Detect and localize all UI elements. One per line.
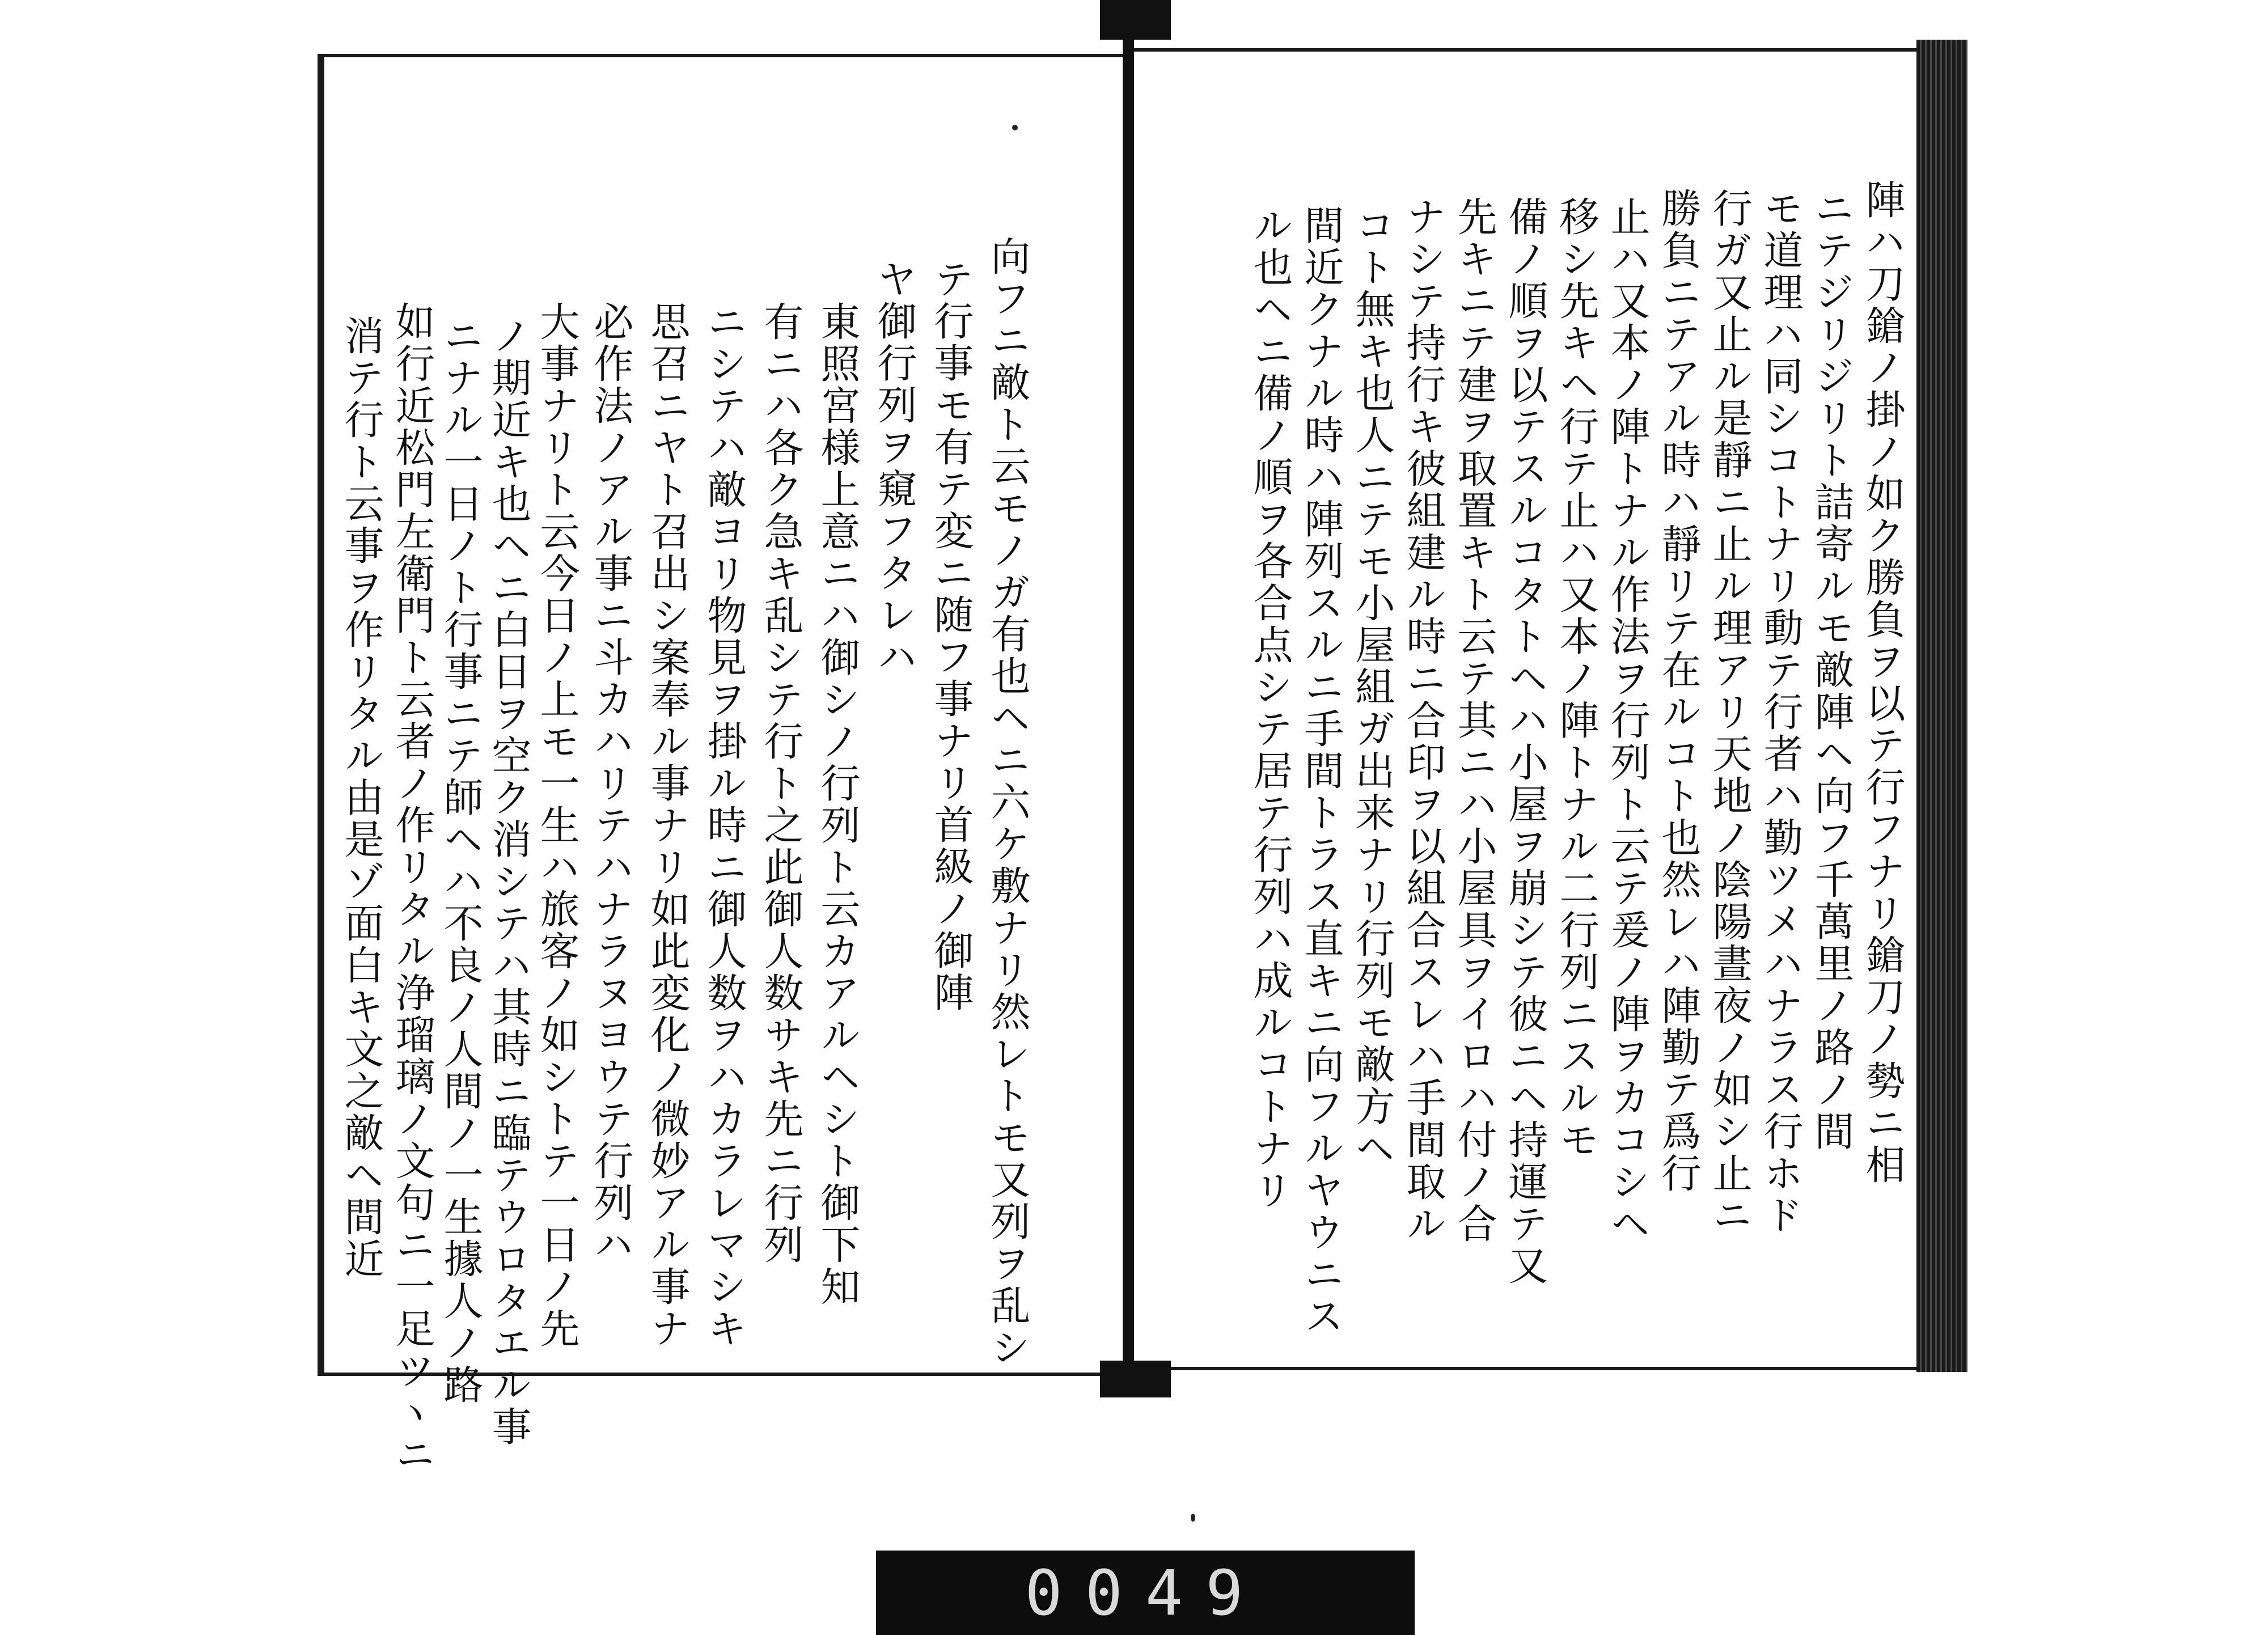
text-column: ヤ御行列ヲ窺フタレハ: [871, 259, 917, 678]
text-column: 先キニテ建ヲ取置キト云テ其ニハ小屋具ヲイロハ付ノ合: [1451, 196, 1497, 1245]
text-column: モ道理ハ同シコトナリ動テ行者ハ勤ツメハナラス行ホド: [1757, 188, 1804, 1236]
text-column: 向フニ敵ト云モノガ有也ヘニ六ケ敷ナリ然レトモ又列ヲ乱シ: [984, 236, 1031, 1369]
text-column: 止ハ又本ノ陣トナル作法ヲ行列ト云テ爰ノ陣ヲカコシヘ: [1604, 196, 1651, 1245]
text-column: 東照宮様上意ニハ御シノ行列ト云カアルヘシト御下知: [814, 301, 861, 1308]
text-column: ニナル一日ノト行事ニテ師ヘハ不良ノ人間ノ一生據人ノ路: [437, 315, 484, 1406]
scan-speck: [1012, 125, 1018, 130]
text-column: 陣ハ刀鎗ノ掛ノ如ク勝負ヲ以テ行フナリ鎗刀ノ勢ニ相: [1859, 179, 1906, 1186]
scan-speck: [1191, 1514, 1195, 1522]
text-column: ル也ヘニ備ノ順ヲ各合点シテ居テ行列ハ成ルコトナリ: [1247, 205, 1293, 1212]
text-column: コト無キ也人ニテモ小屋組ガ出来ナリ行列モ敵方ヘ: [1349, 205, 1395, 1170]
scan-registration-mark-bottom: [1100, 1361, 1171, 1397]
text-column: 消テ行ト云事ヲ作リタル由是ゾ面白キ文之敵ヘ間近: [338, 315, 384, 1280]
text-column: 行ガ又止ル是靜ニ止ル理アリ天地ノ陰陽晝夜ノ如シ止ニ: [1706, 188, 1753, 1236]
text-column: ニテジリジリト詰寄ルモ敵陣ヘ向フ千萬里ノ路ノ間: [1808, 188, 1855, 1153]
page-edges: [1916, 40, 1967, 1372]
text-column: 間近クナル時ハ陣列スルニ手間トラス直キニ向フルヤウニス: [1298, 205, 1344, 1337]
text-column: 備ノ順ヲ以テスルコタトヘハ小屋ヲ崩シテ彼ニヘ持運テ又: [1502, 196, 1548, 1287]
right-page: [1134, 48, 1916, 1370]
text-column: ニシテハ敵ヨリ物見ヲ掛ル時ニ御人数ヲハカラレマシキ: [701, 301, 747, 1350]
text-column: 移シ先キヘ行テ止ハ又本ノ陣トナル二行列ニスルモ: [1553, 196, 1600, 1161]
text-column: 有ニハ各ク急キ乱シテ行ト之此御人数サキ先ニ行列: [758, 301, 804, 1266]
text-column: 必作法ノアル事ニ斗カハリテハナラヌヨウテ行列ハ: [587, 301, 634, 1266]
page-number: 0049: [1025, 1556, 1266, 1629]
scan-registration-mark-top: [1100, 0, 1171, 40]
book-gutter: [1123, 40, 1134, 1378]
open-book: [306, 40, 1967, 1476]
text-column: 思召ニヤト召出シ案奉ル事ナリ如此変化ノ微妙アル事ナ: [644, 301, 691, 1350]
text-column: ノ期近キ也ヘニ白日ヲ空ク消シテハ其時ニ臨テウロタエル事: [485, 315, 532, 1448]
page-number-label: [876, 1551, 1415, 1635]
text-column: 勝負ニテアル時ハ靜リテ在ルコト也然レハ陣勤テ爲行: [1655, 188, 1702, 1195]
text-column: 如行近松門左衛門ト云者ノ作リタル浄瑠璃ノ文句ニ一足ツヽニ: [389, 301, 435, 1476]
text-column: ナシテ持行キ彼組建ル時ニ合印ヲ以組合スレハ手間取ル: [1400, 196, 1446, 1245]
text-column: 大事ナリト云今日ノ上モ一生ハ旅客ノ如シトテ一日ノ先: [534, 301, 580, 1350]
left-page: [318, 54, 1129, 1476]
text-column: テ行事モ有テ変ニ随フ事ナリ首級ノ御陣: [928, 259, 974, 1014]
